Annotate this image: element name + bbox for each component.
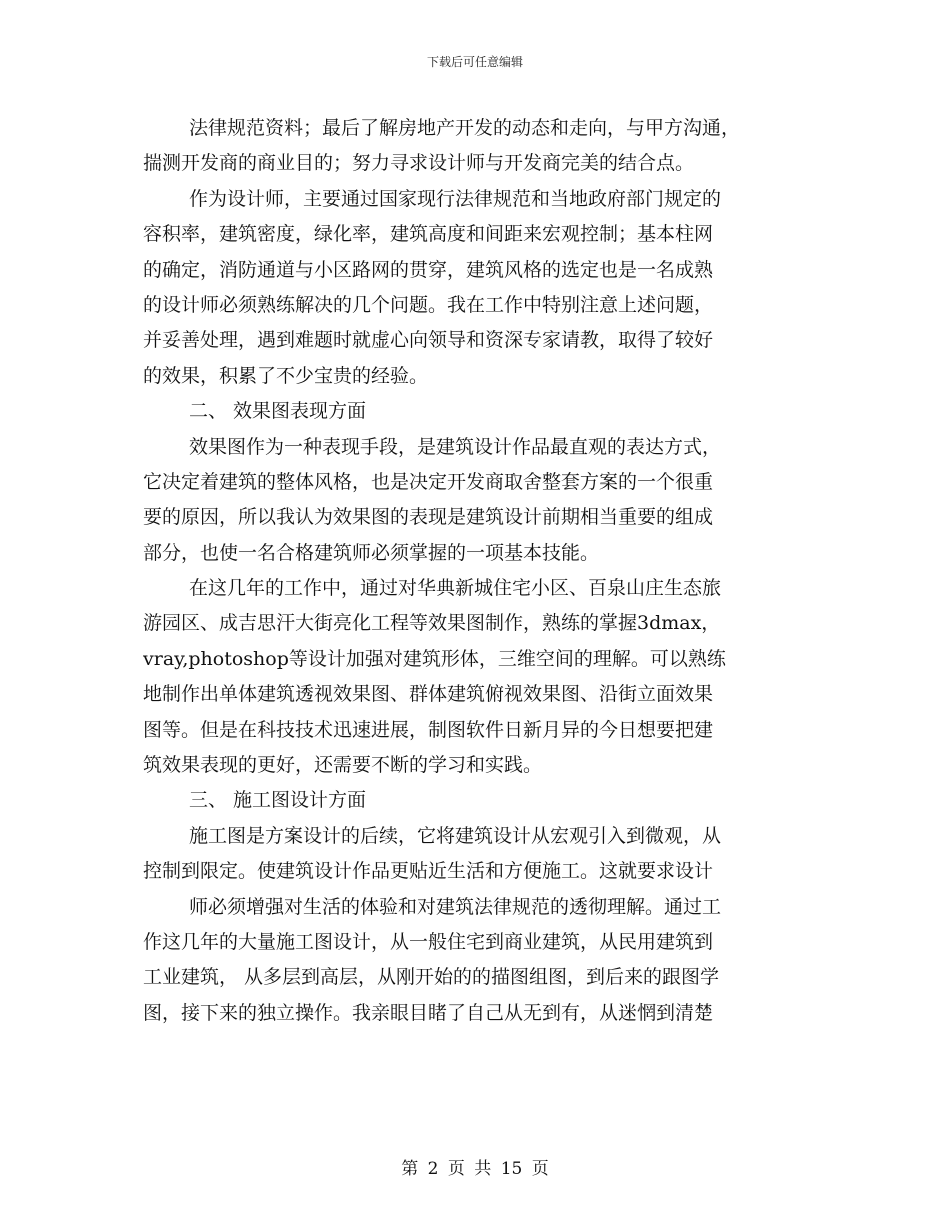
text-line: 图，接下来的独立操作。我亲眼目睹了自己从无到有，从迷惘到清楚 [143,1001,714,1024]
text-line: vray,photoshop等设计加强对建筑形体，三维空间的理解。可以熟练 [143,647,726,670]
text-line: 法律规范资料；最后了解房地产开发的动态和走向，与甲方沟通， [189,117,741,139]
text-line: 部分，也使一名合格建筑师必须掌握的一项基本技能。 [143,541,600,564]
text-line: 它决定着建筑的整体风格，也是决定开发商取舍整套方案的一个很重 [143,470,714,493]
text-line: 图等。但是在科技技术迅速进展，制图软件日新月异的今日想要把建 [143,718,714,741]
text-line: 筑效果表现的更好，还需要不断的学习和实践。 [143,754,543,777]
text-line: 的效果，积累了不少宝贵的经验。 [143,364,429,387]
text-line: 在这几年的工作中，通过对华典新城住宅小区、百泉山庄生态旅 [189,577,722,600]
section-heading: 三、 施工图设计方面 [189,789,367,812]
text-line: 工业建筑， 从多层到高层，从刚开始的的描图组图，到后来的跟图学 [143,966,720,989]
text-line: 的确定，消防通道与小区路网的贯穿，建筑风格的选定也是一名成熟 [143,258,714,281]
document-body [143,111,813,1031]
text-line: 作这几年的大量施工图设计，从一般住宅到商业建筑，从民用建筑到 [143,930,714,953]
section-heading: 二、 效果图表现方面 [189,400,367,423]
text-line: 地制作出单体建筑透视效果图、群体建筑俯视效果图、沿街立面效果 [143,683,714,706]
page-number-footer: 第 2 页 共 15 页 [401,1159,549,1179]
text-line: 施工图是方案设计的后续，它将建筑设计从宏观引入到微观，从 [189,824,722,847]
text-line: 作为设计师，主要通过国家现行法律规范和当地政府部门规定的 [189,187,722,210]
text-line: 控制到限定。使建筑设计作品更贴近生活和方便施工。这就要求设计 [143,860,714,883]
text-line: 效果图作为一种表现手段，是建筑设计作品最直观的表达方式， [189,435,722,458]
text-line: 师必须增强对生活的体验和对建筑法律规范的透彻理解。通过工 [189,895,722,918]
text-line: 的设计师必须熟练解决的几个问题。我在工作中特别注意上述问题， [143,293,714,316]
text-line: 要的原因，所以我认为效果图的表现是建筑设计前期相当重要的组成 [143,506,714,529]
text-line: 容积率，建筑密度，绿化率，建筑高度和间距来宏观控制；基本柱网 [143,223,714,246]
text-line: 并妥善处理，遇到难题时就虚心向领导和资深专家请教，取得了较好 [143,329,714,352]
text-line: 揣测开发商的商业目的；努力寻求设计师与开发商完美的结合点。 [143,152,695,175]
text-line: 游园区、成吉思汗大街亮化工程等效果图制作，熟练的掌握3dmax， [143,612,721,635]
page-header: 下载后可任意编辑 [426,55,523,69]
